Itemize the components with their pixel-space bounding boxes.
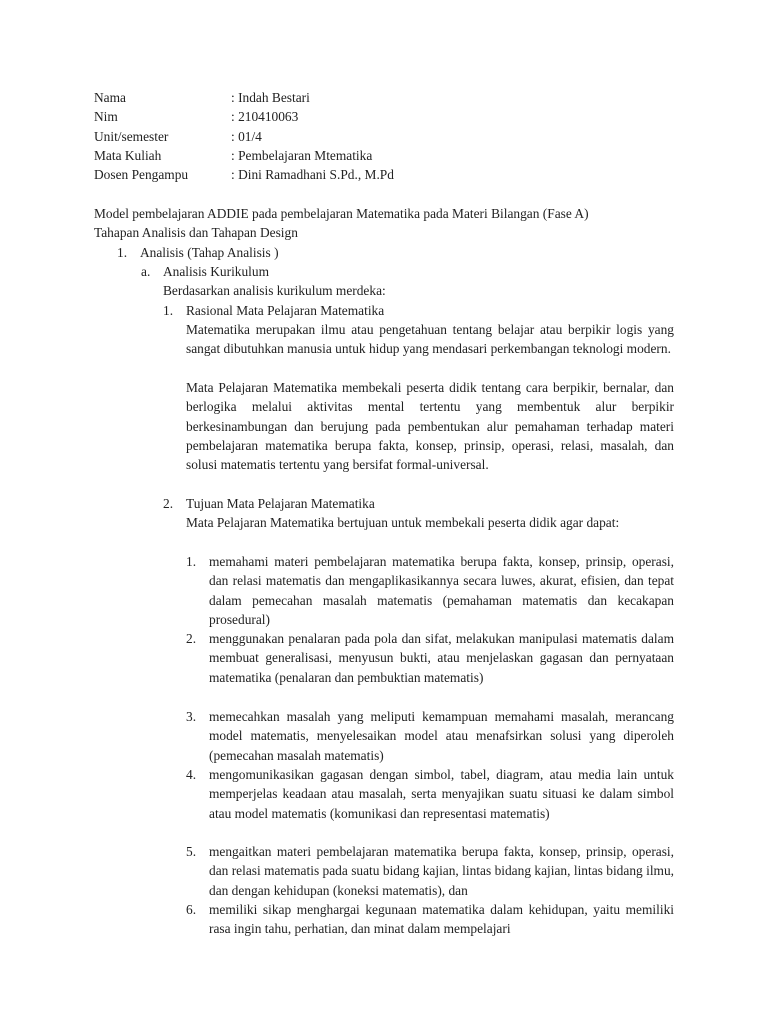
list-item: mengaitkan materi pembelajaran matematika berupa fakta, konsep, prinsip, operasi, dan relasi matematis pada suatu bidang kajian, lintas bidang kajian, lintas bidang ilmu, dan dengan kehidupan (koneksi matematis), dan [209, 844, 674, 898]
list-item: menggunakan penalaran pada pola dan sifat, melakukan manipulasi matematis dalam membuat generalisasi, menyusun bukti, atau menjelaskan gagasan dan pernyataan matematika (penalaran dan pembuktian matematis) [209, 631, 674, 685]
identity-label: Unit/semester [94, 128, 169, 144]
identity-row [94, 146, 394, 165]
identity-label: Mata Kuliah [94, 148, 162, 164]
list-number: 6. [186, 902, 197, 917]
identity-table [94, 88, 394, 185]
list-number: 3. [186, 709, 197, 724]
list-number: 1. [186, 554, 197, 569]
list-number: 2. [186, 631, 197, 646]
item-heading: Rasional Mata Pelajaran Matematika [186, 303, 385, 318]
identity-row [94, 88, 394, 107]
paragraph: Mata Pelajaran Matematika membekali peserta didik tentang cara berpikir, bernalar, dan berlogika melalui aktivitas mental tertentu yang membentuk alur berpikir berkesinambungan dan berujung pada pembentukan alur pemahaman terhadap materi pembelajaran matematika berupa fakta, konsep, prinsip, operasi, relasi, masalah, dan solusi matematis tertentu yang bersifat formal-universal. [186, 380, 674, 473]
list-marker: a. [141, 264, 151, 279]
identity-row [94, 127, 394, 146]
list-number: 1. [117, 245, 128, 260]
identity-row [94, 107, 394, 126]
list-number: 5. [186, 844, 197, 859]
subsection-intro: Berdasarkan analisis kurikulum merdeka: [163, 283, 386, 298]
title-subline: Tahapan Analisis dan Tahapan Design [94, 225, 298, 241]
identity-row [94, 165, 394, 184]
list-number: 2. [163, 496, 174, 511]
list-number: 1. [163, 303, 174, 318]
identity-value: : 210410063 [231, 109, 299, 125]
list-item: mengomunikasikan gagasan dengan simbol, tabel, diagram, atau media lain untuk memperjelas keadaan atau masalah, serta menyajikan suatu situasi ke dalam simbol atau model matematis (komunikasi dan representasi matematis) [209, 767, 674, 821]
list-number: 4. [186, 767, 197, 782]
identity-label: Nim [94, 109, 118, 125]
identity-value: : Pembelajaran Mtematika [231, 148, 373, 164]
identity-value: : Dini Ramadhani S.Pd., M.Pd [231, 167, 394, 183]
identity-value: : Indah Bestari [231, 90, 310, 105]
title-line: Model pembelajaran ADDIE pada pembelajaran Matematika pada Materi Bilangan (Fase A) [94, 206, 589, 221]
list-item: memahami materi pembelajaran matematika berupa fakta, konsep, prinsip, operasi, dan relasi matematis dan mengaplikasikannya secara luwes, akurat, efisien, dan tepat dalam pemecahan masalah matematis (pemahaman matematis dan kecakapan prosedural) [209, 554, 674, 628]
list-item: memiliki sikap menghargai kegunaan matematika dalam kehidupan, yaitu memiliki rasa ingin tahu, perhatian, dan minat dalam mempelajari [209, 902, 674, 937]
identity-label: Dosen Pengampu [94, 167, 189, 183]
paragraph: Mata Pelajaran Matematika bertujuan untuk membekali peserta didik agar dapat: [186, 515, 620, 530]
item-heading: Tujuan Mata Pelajaran Matematika [186, 496, 375, 511]
identity-label: Nama [94, 90, 126, 105]
document-title [94, 204, 694, 243]
paragraph: Matematika merupakan ilmu atau pengetahuan tentang belajar atau berpikir logis yang sangat dibutuhkan manusia untuk hidup yang mendasari perkembangan teknologi modern. [186, 322, 674, 357]
section-heading: Analisis (Tahap Analisis ) [140, 245, 279, 260]
list-item: memecahkan masalah yang meliputi kemampuan memahami masalah, merancang model matematis, menyelesaikan model atau menafsirkan solusi yang diperoleh (pemecahan masalah matematis) [209, 709, 674, 763]
subsection-heading: Analisis Kurikulum [163, 264, 270, 279]
identity-value: : 01/4 [231, 128, 262, 144]
